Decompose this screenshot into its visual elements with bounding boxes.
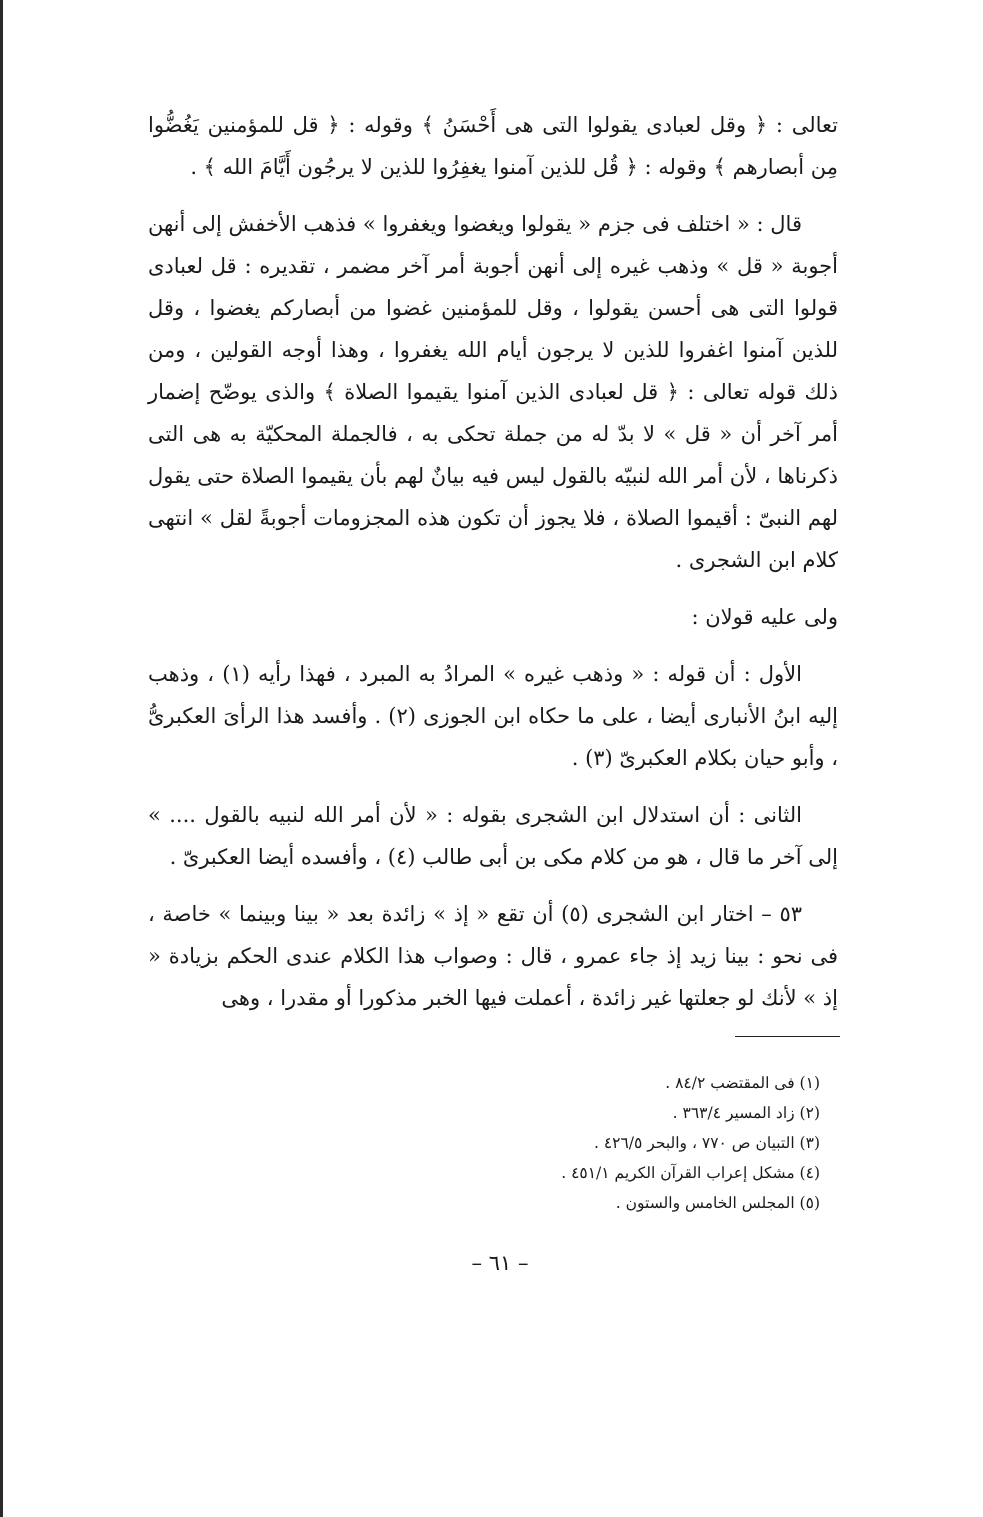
paragraph-quran-verses: تعالى : ﴿ وقل لعبادى يقولوا التى هى أَحْسَنُ ﴾ وقوله : ﴿ قل للمؤمنين يَغُضُّوا مِن أبصارهم ﴾ وقوله : ﴿ قُل للذين آمنوا يغفِرُوا للذين لا يرجُون أَيَّامَ الله ﴾ . [148,113,838,179]
paragraph-first-remark: الأول : أن قوله : « وذهب غيره » المرادُ به المبرد ، فهذا رأيه (١) ، وذهب إليه ابنُ الأنبارى أيضا ، على ما حكاه ابن الجوزى (٢) . وأفسد هذا الرأىَ العكبرىُّ ، وأبو حيان بكلام العكبرىّ (٣) . [148,662,838,770]
footnote-5: (٥) المجلس الخامس والستون . [615,1194,820,1212]
paragraph-section-53: ٥٣ – اختار ابن الشجرى (٥) أن تقع « إذ » زائدة بعد « بينا وبينما » خاصة ، فى نحو : بينا زيد إذ جاء عمرو ، قال : وصواب هذا الكلام عندى الحكم بزيادة « إذ » لأنك لو جعلتها غير زائدة ، أعملت فيها الخبر مذكورا أو مقدرا ، وهى [148,902,838,1010]
footnote-3: (٣) التبيان ص ٧٧٠ ، والبحر ٤٢٦/٥ . [593,1134,820,1152]
paragraph-second-remark: الثانى : أن استدلال ابن الشجرى بقوله : « لأن أمر الله لنبيه بالقول .... » إلى آخر ما قال ، هو من كلام مكى بن أبى طالب (٤) ، وأفسده أيضا العكبرىّ . [148,803,838,869]
footnote-2: (٢) زاد المسير ٣٦٣/٤ . [672,1104,820,1122]
footnote-separator [735,1036,840,1037]
paragraph-quotation: قال : « اختلف فى جزم « يقولوا ويغضوا ويغفروا » فذهب الأخفش إلى أنهن أجوبة « قل » وذهب غيره إلى أنهن أجوبة أمر آخر مضمر ، تقديره : قل لعبادى قولوا التى هى أحسن يقولوا ، وقل للمؤمنين غضوا من أبصاركم يغضوا ، وقل للذين آمنوا اغفروا للذين لا يرجون أيام الله يغفروا ، وهذا أوجه القولين ، ومن ذلك قوله تعالى : ﴿ قل لعبادى الذين آمنوا يقيموا الصلاة ﴾ والذى يوضّح إضمار أمر آخر أن « قل » لا بدّ له من جملة تحكى به ، فالجملة المحكيّة به هى التى ذكرناها ، لأن أمر الله لنبيّه بالقول ليس فيه بيانٌ لهم بأن يقيموا الصلاة حتى يقول لهم النبىّ : أقيموا الصلاة ، فلا يجوز أن تكون هذه المجزومات أجوبةً لقل » انتهى كلام ابن الشجرى . [148,212,838,572]
page-number: – ٦١ – [471,1251,529,1275]
main-text [148,104,838,1034]
scan-left-edge [0,0,3,1517]
footnote-1: (١) فى المقتضب ٨٤/٢ . [665,1074,820,1092]
footnote-4: (٤) مشكل إعراب القرآن الكريم ٤٥١/١ . [561,1164,820,1182]
footnotes [420,1068,820,1218]
paragraph-two-remarks: ولى عليه قولان : [691,605,838,629]
